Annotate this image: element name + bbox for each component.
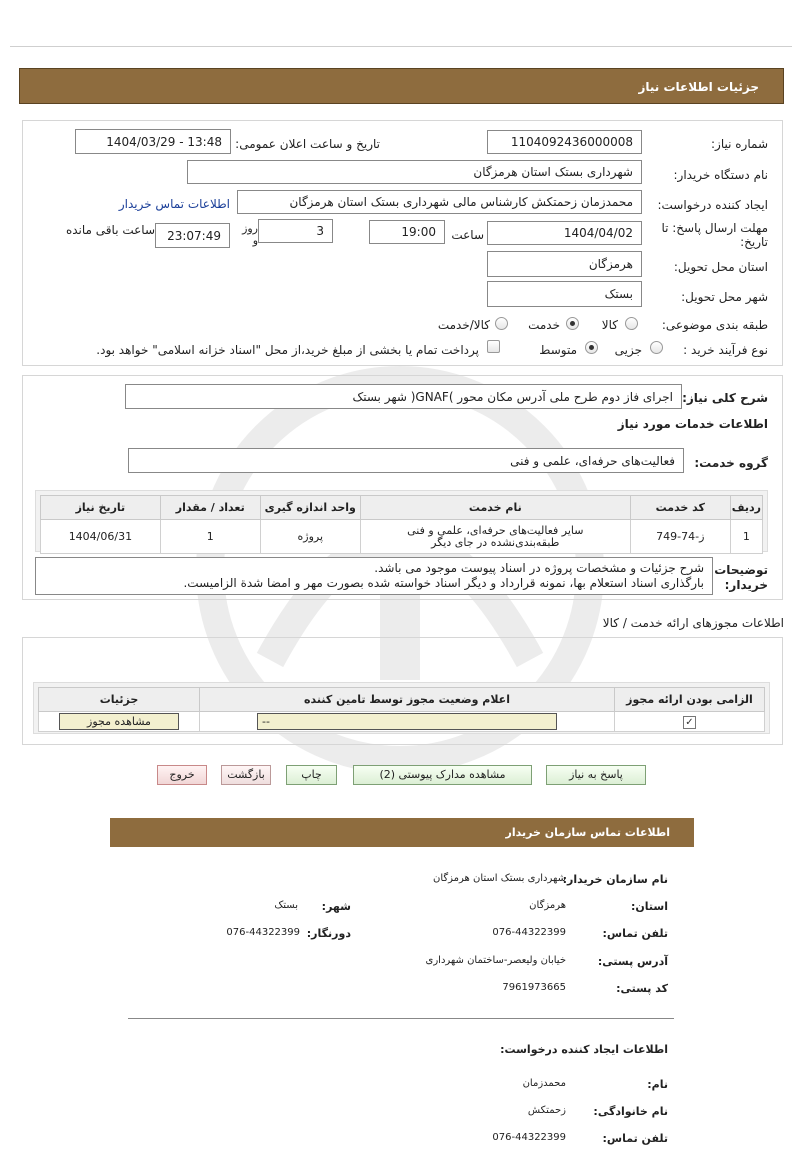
- contact-phone-value: 076-44322399: [492, 927, 566, 938]
- col-unit: واحد اندازه گیری: [260, 496, 360, 520]
- category-radio-service[interactable]: [566, 317, 579, 330]
- category-option-service: خدمت: [528, 318, 560, 332]
- top-divider: [10, 46, 792, 47]
- contact-fax-label: دورنگار:: [306, 927, 351, 940]
- day-label: روز و: [242, 222, 258, 247]
- permits-title: اطلاعات مجوزهای ارائه خدمت / کالا: [602, 616, 784, 630]
- creator-family-label: نام خانوادگی:: [593, 1105, 668, 1118]
- col-date: تاریخ نیاز: [41, 496, 161, 520]
- process-radio-minor[interactable]: [650, 341, 663, 354]
- contact-address-label: آدرس پستی:: [597, 955, 668, 968]
- cell-code: ز-74-749: [630, 520, 730, 554]
- category-radio-goods[interactable]: [625, 317, 638, 330]
- table-row: [41, 520, 763, 554]
- announce-date-field: 1404/03/29 - 13:48: [75, 129, 231, 154]
- cell-details: [39, 712, 200, 732]
- city-label: شهر محل تحویل:: [681, 290, 768, 304]
- deadline-time-field: 19:00: [369, 220, 445, 244]
- col-details: جزئیات: [39, 688, 200, 712]
- deadline-date-field: 1404/04/02: [487, 221, 642, 245]
- cell-unit: پروژه: [260, 520, 360, 554]
- cell-qty: 1: [160, 520, 260, 554]
- buyer-notes-line-2: بارگذاری اسناد استعلام بها، نمونه قرارداد و دیگر اسناد خواسته شده بصورت مهر و امضا شدة الزامیست.: [183, 576, 704, 590]
- service-group-label: گروه خدمت:: [694, 456, 768, 470]
- contact-fax-value: 076-44322399: [226, 927, 300, 938]
- attachments-button[interactable]: مشاهده مدارک پیوستی (2): [353, 765, 532, 785]
- col-required: الزامی بودن ارائه مجوز: [615, 688, 765, 712]
- col-row: ردیف: [730, 496, 762, 520]
- services-table-wrap: [35, 490, 768, 552]
- contact-city-label: شهر:: [321, 900, 351, 913]
- buyer-notes-line-1: شرح جزئیات و مشخصات پروژه در اسناد پیوست موجود می باشد.: [374, 561, 704, 575]
- category-radio-goods-service[interactable]: [495, 317, 508, 330]
- creator-phone-label: تلفن تماس:: [602, 1132, 668, 1145]
- category-option-goods: کالا: [601, 318, 618, 332]
- cell-row: 1: [730, 520, 762, 554]
- services-table-header: [41, 496, 763, 520]
- permits-table-wrap: [33, 682, 770, 734]
- services-title: اطلاعات خدمات مورد نیاز: [617, 417, 768, 431]
- treasury-checkbox[interactable]: [487, 340, 500, 353]
- creator-name-label: نام:: [647, 1078, 668, 1091]
- creator-info-title: اطلاعات ایجاد کننده درخواست:: [500, 1043, 668, 1056]
- contact-org-label: نام سازمان خریدار:: [562, 873, 668, 886]
- col-name: نام خدمت: [360, 496, 630, 520]
- creator-label: ایجاد کننده درخواست:: [657, 198, 768, 212]
- col-status: اعلام وضعیت مجوز توسط تامین کننده: [200, 688, 615, 712]
- category-option-goods-service: کالا/خدمت: [437, 318, 490, 332]
- permits-table: [38, 687, 765, 732]
- province-label: استان محل تحویل:: [673, 260, 768, 274]
- view-permit-button[interactable]: مشاهده مجوز: [59, 713, 179, 730]
- buyer-notes-label: توضیحات خریدار:: [714, 563, 768, 592]
- contact-city-value: بستک: [274, 900, 298, 911]
- province-field: هرمزگان: [487, 251, 642, 277]
- buyer-org-field: شهرداری بستک استان هرمزگان: [187, 160, 642, 184]
- permits-table-header: [39, 688, 765, 712]
- announce-date-label: تاریخ و ساعت اعلان عمومی:: [235, 137, 380, 151]
- contact-org-value: شهرداری بستک استان هرمزگان: [433, 873, 566, 884]
- category-label: طبقه بندی موضوعی:: [661, 318, 768, 332]
- creator-family-value: زحمتکش: [527, 1105, 566, 1116]
- process-label: نوع فرآیند خرید :: [683, 343, 768, 357]
- buyer-org-label: نام دستگاه خریدار:: [673, 168, 768, 182]
- remaining-label: ساعت باقی مانده: [65, 223, 155, 237]
- table-row: [39, 712, 765, 732]
- cell-date: 1404/06/31: [41, 520, 161, 554]
- exit-button[interactable]: خروج: [157, 765, 207, 785]
- description-label: شرح کلی نیاز:: [682, 391, 768, 405]
- contact-address-value: خیابان ولیعصر-ساختمان شهرداری: [425, 955, 566, 966]
- service-group-field: فعالیت‌های حرفه‌ای، علمی و فنی: [128, 448, 684, 473]
- col-code: کد خدمت: [630, 496, 730, 520]
- contact-postal-label: کد پستی:: [616, 982, 668, 995]
- process-option-minor: جزیی: [614, 343, 642, 357]
- buyer-notes-box: [35, 557, 713, 595]
- buyer-contact-link[interactable]: اطلاعات تماس خریدار: [118, 197, 230, 211]
- contact-province-value: هرمزگان: [529, 900, 566, 911]
- creator-phone-value: 076-44322399: [492, 1132, 566, 1143]
- process-option-medium: متوسط: [539, 343, 577, 357]
- print-button[interactable]: چاپ: [286, 765, 337, 785]
- need-number-label: شماره نیاز:: [711, 137, 768, 151]
- days-field: 3: [258, 219, 333, 243]
- reply-button[interactable]: پاسخ به نیاز: [546, 765, 646, 785]
- creator-name-value: محمدزمان: [522, 1078, 566, 1089]
- services-table: [40, 495, 763, 554]
- description-field: اجرای فاز دوم طرح ملی آدرس مکان محور )GNAF( شهر بستک: [125, 384, 682, 409]
- city-field: بستک: [487, 281, 642, 307]
- contact-divider: [128, 1018, 674, 1019]
- contact-postal-value: 7961973665: [502, 982, 566, 993]
- permit-status-field[interactable]: --: [257, 713, 557, 730]
- process-radio-medium[interactable]: [585, 341, 598, 354]
- col-qty: تعداد / مقدار: [160, 496, 260, 520]
- creator-field: محمدزمان زحمتکش کارشناس مالی شهرداری بستک استان هرمزگان: [237, 190, 642, 214]
- back-button[interactable]: بازگشت: [221, 765, 271, 785]
- remaining-time-field: 23:07:49: [155, 223, 230, 248]
- required-checkbox[interactable]: ✓: [683, 716, 696, 729]
- contact-header: [110, 818, 694, 847]
- need-number-field: 1104092436000008: [487, 130, 642, 154]
- deadline-label: مهلت ارسال پاسخ: تا تاریخ:: [661, 221, 768, 249]
- cell-required: [615, 712, 765, 732]
- page-header: [19, 68, 784, 104]
- cell-status: [200, 712, 615, 732]
- page-title: جزئیات اطلاعات نیاز: [638, 80, 759, 94]
- contact-title: اطلاعات تماس سازمان خریدار: [505, 826, 670, 839]
- deadline-time-label: ساعت: [451, 228, 484, 242]
- contact-province-label: استان:: [631, 900, 668, 913]
- contact-phone-label: تلفن تماس:: [602, 927, 668, 940]
- payment-note: پرداخت تمام یا بخشی از مبلغ خرید،از محل "اسناد خزانه اسلامی" خواهد بود.: [96, 343, 479, 357]
- cell-name: سایر فعالیت‌های حرفه‌ای، علمی و فنی طبقه‌بندی‌نشده در جای دیگر: [360, 520, 630, 554]
